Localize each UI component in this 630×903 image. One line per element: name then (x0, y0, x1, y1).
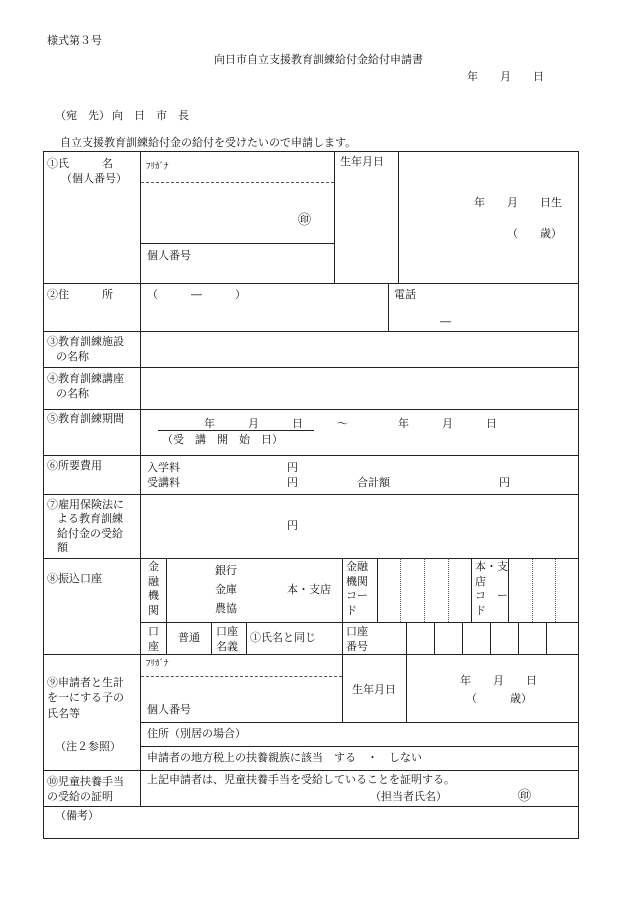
application-date[interactable]: 年 月 日 (467, 70, 544, 83)
period-end[interactable]: 年 月 日 (398, 417, 497, 430)
name-label: ①氏 名 (47, 157, 113, 170)
officer-name-field[interactable]: （担当者氏名） (370, 790, 447, 803)
remarks-label: （備考） (55, 809, 99, 822)
account-type-label: 口 (148, 625, 159, 638)
bank-option[interactable]: 銀行 (215, 564, 237, 577)
child-furigana-label: ﾌﾘｶﾞﾅ (146, 659, 169, 669)
facility-label: ③教育訓練施設 (47, 335, 124, 348)
birthdate-label: 生年月日 (340, 155, 384, 168)
entry-fee-label: 入学料 (147, 461, 180, 474)
cost-label: ⑥所要費用 (47, 459, 102, 472)
account-holder-value[interactable]: ①氏名と同じ (250, 631, 316, 644)
branch-code-label: 本・支 (475, 560, 508, 573)
phone-label: 電話 (394, 288, 416, 301)
postal-code-field[interactable]: （ ― ） (147, 288, 246, 301)
age-value[interactable]: （ 歳） (507, 227, 562, 240)
entry-fee-yen[interactable]: 円 (287, 461, 298, 474)
note-reference: （注２参照） (55, 740, 121, 753)
total-label: 合計額 (357, 476, 390, 489)
account-holder-label: 口座 (216, 625, 238, 638)
total-yen[interactable]: 円 (499, 476, 510, 489)
officer-seal-mark: ㊞ (518, 789, 532, 804)
intro-text: 自立支援教育訓練給付金の給付を受けたいので申請します。 (60, 136, 357, 149)
tuition-label: 受講料 (147, 476, 180, 489)
child-allowance-label: ⑩児童扶養手当 (47, 775, 124, 788)
form-title: 向日市自立支援教育訓練給付金給付申請書 (214, 53, 423, 66)
institution-code-label: 金融 (346, 560, 368, 573)
child-age-value[interactable]: （ 歳） (466, 692, 532, 705)
financial-institution-label: 金 (148, 560, 159, 573)
furigana-label: ﾌﾘｶﾞﾅ (146, 162, 169, 172)
course-label: ④教育訓練講座 (47, 372, 124, 385)
bank-account-label: ⑧振込口座 (47, 572, 102, 585)
account-type-value[interactable]: 普通 (178, 631, 200, 644)
form-number: 様式第３号 (47, 34, 102, 47)
address-label: ②住 所 (47, 288, 113, 301)
recipient: 向 日 市 長 (112, 109, 189, 122)
employment-insurance-label: ⑦雇用保険法に (47, 498, 124, 511)
recipient-label: （宛 先） (55, 109, 110, 122)
child-label: ⑨申請者と生計 (47, 676, 124, 689)
account-number-label: 口座 (346, 625, 368, 638)
tuition-yen[interactable]: 円 (287, 476, 298, 489)
insurance-amount-yen[interactable]: 円 (287, 519, 298, 532)
nokyo-option[interactable]: 農協 (215, 602, 237, 615)
period-start[interactable]: 年 月 日 (204, 417, 303, 430)
period-tilde: ～ (337, 417, 348, 430)
branch-label[interactable]: 本・支店 (287, 583, 331, 596)
period-label: ⑤教育訓練期間 (47, 412, 124, 425)
child-birthdate-label: 生年月日 (352, 683, 396, 696)
shinkin-option[interactable]: 金庫 (215, 583, 237, 596)
seal-mark: ㊞ (298, 213, 312, 228)
mynumber-label: （個人番号） (61, 172, 127, 186)
applicant-mynumber-field[interactable]: 個人番号 (147, 249, 191, 262)
child-birthdate-value[interactable]: 年 月 日 (460, 674, 537, 687)
child-mynumber-field[interactable]: 個人番号 (147, 703, 191, 716)
period-start-note: （受 講 開 始 日） (162, 433, 283, 446)
child-address-field[interactable]: 住所（別居の場合） (147, 727, 246, 740)
dependent-choice[interactable]: 申請者の地方税上の扶養親族に該当 する ・ しない (147, 751, 422, 764)
birthdate-value[interactable]: 年 月 日生 (474, 196, 562, 209)
phone-dash: ― (440, 315, 451, 328)
certification-text: 上記申請者は、児童扶養手当を受給していることを証明する。 (147, 773, 455, 786)
